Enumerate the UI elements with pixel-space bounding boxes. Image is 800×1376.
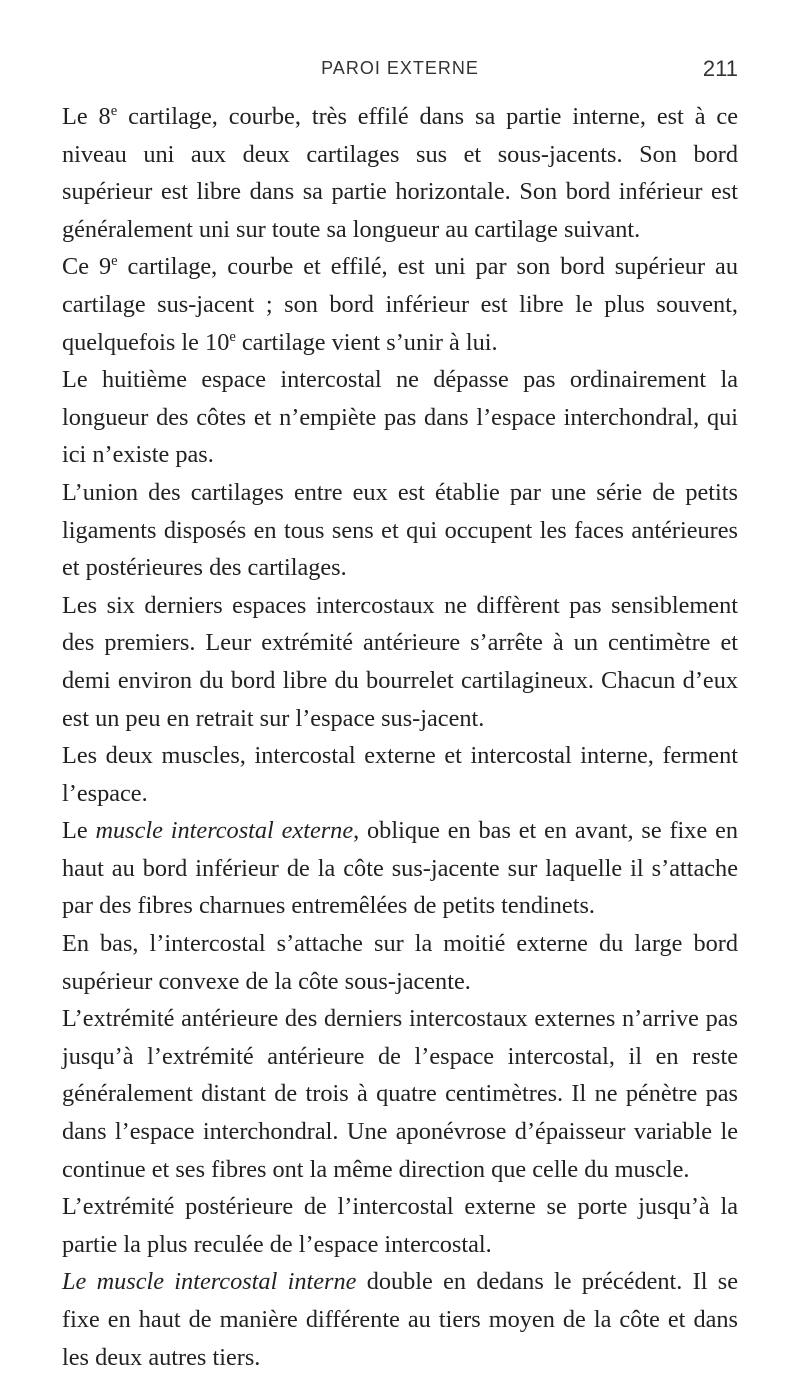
ordinal-suffix: e <box>229 328 236 345</box>
term-external-intercostal: muscle intercostal externe <box>95 817 354 845</box>
paragraph-2-rest: cartilage vient s’unir à lui. <box>235 328 498 356</box>
paragraph-10: L’extrémité postérieure de l’intercostal externe se porte jusqu’à la partie la plus reculée de l’espace intercostal. <box>62 1193 738 1258</box>
paragraph-7-rest: , oblique en bas et en avant, se fixe en haut au bord inférieur de la côte sus-jacente sur laquelle il s’attache par des fibres charnues entremêlées de petits tendinets. <box>62 817 739 920</box>
paragraph-9: L’extrémité antérieure des derniers intercostaux externes n’arrive pas jusqu’à l’extrémité antérieure de l’espace intercostal, il en reste généralement distant de trois à quatre centimètres. Il ne pénètre pas dans l’espace interchondral. Une aponévrose d’épaisseur variable le continue et ses fibres ont la même direction que celle du muscle. <box>62 1005 738 1183</box>
term-internal-intercostal: Le muscle intercostal interne <box>62 1268 357 1296</box>
paragraph-4: L’union des cartilages entre eux est établie par une série de petits ligaments disposés en tous sens et qui occupent les faces antérieures et postérieures des cartilages. <box>62 478 738 582</box>
ordinal-suffix: e <box>110 102 118 119</box>
body-text <box>62 98 738 1376</box>
paragraph-7-start: Le <box>62 817 96 845</box>
page-header <box>62 56 738 86</box>
running-title: PAROI EXTERNE <box>321 58 479 78</box>
paragraph-5: Les six derniers espaces intercostaux ne diffèrent pas sensiblement des premiers. Leur extrémité antérieure s’arrête à un centimètre et demi environ du bord libre du bourrelet cartilagineux. Chacun d’eux est un peu en retrait sur l’espace sus-jacent. <box>62 591 738 732</box>
paragraph-8: En bas, l’intercostal s’attache sur la moitié externe du large bord supérieur convexe de la côte sous-jacente. <box>62 930 738 995</box>
paragraph-1-start: Le 8 <box>62 103 111 130</box>
page-number: 211 <box>702 56 738 81</box>
paragraph-2 <box>62 248 738 361</box>
paragraph-2-mid: cartilage, courbe et effilé, est uni par son bord supérieur au cartilage sus-jacent ; son bord inférieur est libre le plus souvent, quelquefois le 10 <box>62 253 738 356</box>
ordinal-suffix: e <box>111 253 118 270</box>
paragraph-1 <box>62 98 738 248</box>
paragraph-1-rest: cartilage, courbe, très effilé dans sa partie interne, est à ce niveau uni aux deux cartilages sus et sous-jacents. Son bord supérieur est libre dans sa partie horizontale. Son bord inférieur est généralement uni sur toute sa longueur au cartilage suivant. <box>62 103 738 243</box>
paragraph-2-start: Ce 9 <box>62 253 112 281</box>
paragraph-3: Le huitième espace intercostal ne dépasse pas ordinairement la longueur des côtes et n’empiète pas dans l’espace interchondral, qui ici n’existe pas. <box>62 366 738 469</box>
paragraph-11 <box>62 1263 738 1376</box>
paragraph-6: Les deux muscles, intercostal externe et intercostal interne, ferment l’espace. <box>62 742 738 807</box>
paragraph-7 <box>62 812 738 925</box>
paragraph-11-rest: double en dedans le précédent. Il se fixe en haut de manière différente au tiers moyen de la côte et dans les deux autres tiers. <box>62 1268 738 1371</box>
